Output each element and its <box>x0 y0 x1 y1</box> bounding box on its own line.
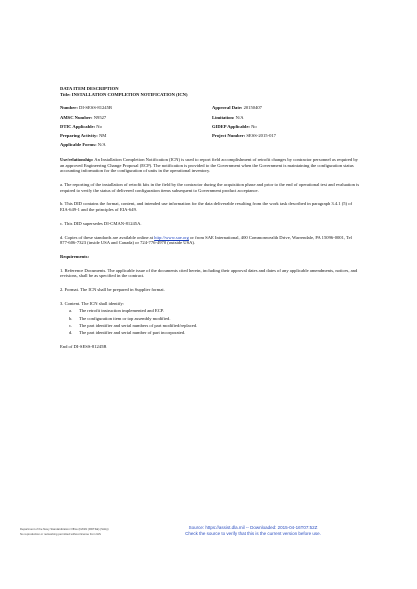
document-body <box>60 86 360 358</box>
paragraph-d: d. Copies of these standards are available online at http://www.sae.org or from SAE International, 400 Commonwealth Drive, Warrendale, PA 15096-0001, Tel 877-606-7323 (inside USA and Canada) or 724-776-4970 (outside USA). <box>60 234 352 246</box>
meta-project-number: Project Number: SESS-2015-017 <box>212 133 276 139</box>
meta-approval-date: Approval Date: 20150407 <box>212 105 262 111</box>
use-relationship-paragraph: Use/relationship: An Installation Completion Notification (ICN) is used to report field accomplishment of retrofit changes by contractor personnel as required by an approved Engineering Change Proposal (ECP). The notification is provided to the Government when the Government is maintaining the configuration status accounting information for the configuration of units in the operational inventory. <box>60 156 358 174</box>
meta-limitation: Limitation: N/A <box>212 114 244 120</box>
list-item: d. The part identifier and serial number of part incorporated. <box>69 330 186 336</box>
requirement-3: 3. Content. The ICN shall identify: <box>60 300 125 306</box>
paragraph-b: b. This DID contains the format, content, and intended use information for the data deliverable resulting from the work task described in paragraph 3.4.1 (5) of EIA-649-1 and the principles of EIA-649. <box>60 201 353 213</box>
footer-license-line2: No reproduction or networking permitted without license from IHS <box>20 532 101 536</box>
meta-applicable-forms: Applicable Forms: N/A <box>60 142 106 148</box>
list-item: c. The part identifier and serial numbers of part modified/replaced. <box>69 323 198 329</box>
meta-empty <box>212 142 360 148</box>
requirement-2: 2. Format. The ICN shall be prepared in Supplier format. <box>60 287 165 293</box>
requirement-1: 1. Reference Documents. The applicable issue of the documents cited herein, including their approval dates and dates of any applicable amendments, notices, and revisions, shall be as specified in the contract. <box>60 267 358 279</box>
meta-dtic-applicable: DTIC Applicable: No <box>60 123 102 129</box>
meta-gidep-applicable: GIDEP Applicable: No <box>212 123 257 129</box>
footer-source-line1[interactable]: Source: https://assist.dla.mil -- Downloaded: 2015-04-16T07:52Z <box>188 525 318 530</box>
paragraph-a: a. The reporting of the installation of retrofit kits in the field by the contractor during the acquisition phase and prior to the end of operational test and evaluation is required to verify the status of delivered configuration items subsequent to Government product acceptance. <box>60 182 360 193</box>
footer-source <box>118 525 388 536</box>
sae-link[interactable]: http://www.sae.org <box>154 234 189 240</box>
requirements-heading: Requirements: <box>60 253 90 259</box>
list-item: b. The configuration item or top assembly modified. <box>69 315 171 321</box>
list-item: a. The retrofit instruction implemented and ECP. <box>69 308 164 314</box>
footer-license <box>20 527 109 537</box>
meta-preparing-activity: Preparing Activity: NM <box>60 133 107 139</box>
paragraph-c: c. This DID supersedes DI-CMAN-81245A. <box>60 220 142 226</box>
metadata-grid <box>60 105 360 148</box>
meta-amsc-number: AMSC Number: N9527 <box>60 114 107 120</box>
footer-license-line1: Department of the Navy Standardization Office (DASN (RDT&E) (Stds)) <box>20 527 109 531</box>
doc-type-heading: DATA ITEM DESCRIPTION <box>60 86 119 91</box>
footer-source-line2: Check the source to verify that this is the current version before use. <box>185 530 321 536</box>
meta-number: Number: DI-SESS-81245B <box>60 105 112 111</box>
content-list <box>60 308 360 336</box>
doc-title: Title: INSTALLATION COMPLETION NOTIFICATION (ICN) <box>60 91 188 97</box>
end-marker: End of DI-SESS-81245B <box>60 344 107 350</box>
